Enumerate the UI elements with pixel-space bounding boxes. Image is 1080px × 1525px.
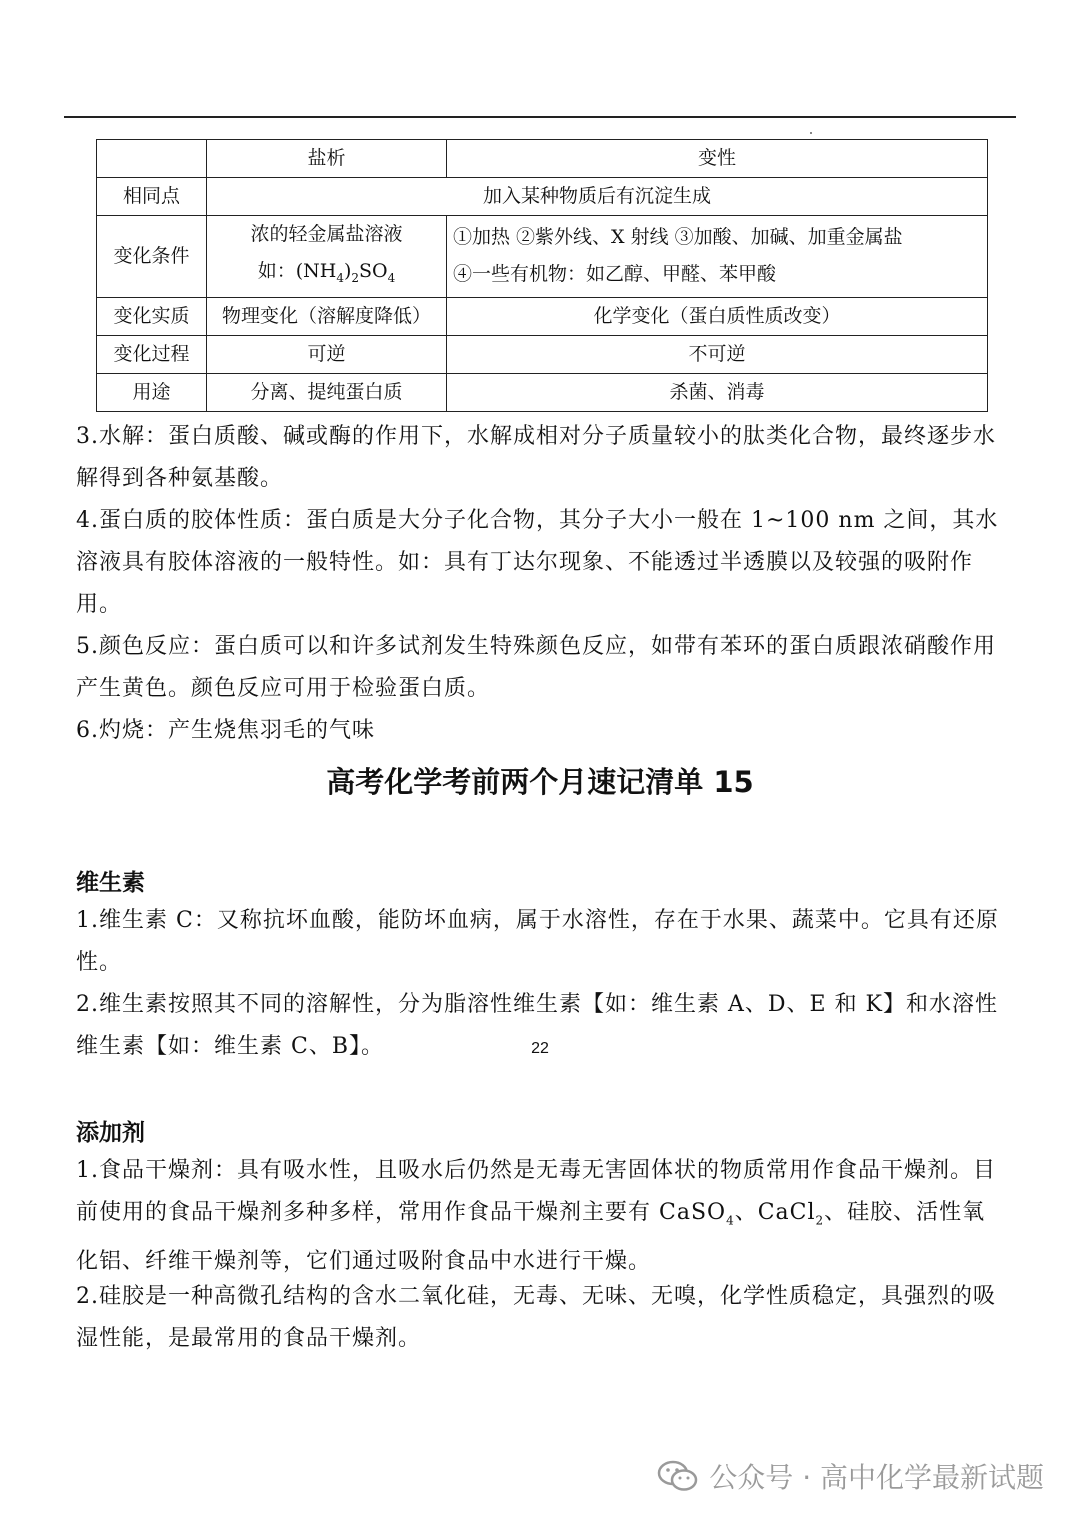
denature-condition: ①加热 ②紫外线、X 射线 ③加酸、加碱、加重金属盐 ④一些有机物：如乙醇、甲醛、苯甲酸 <box>447 216 988 298</box>
para-colloid: 4.蛋白质的胶体性质：蛋白质是大分子化合物，其分子大小一般在 1~100 nm 之间，其水溶液具有胶体溶液的一般特性。如：具有丁达尔现象、不能透过半透膜以及较强的吸附作用。 <box>76 508 999 617</box>
cell: 可逆 <box>207 335 447 373</box>
heading-additive: 添加剂 <box>76 1120 145 1146</box>
table-header-row <box>97 140 988 178</box>
speck <box>810 132 812 134</box>
row-label: 变化实质 <box>97 297 207 335</box>
header-rule <box>64 116 1016 118</box>
table-row <box>97 178 988 216</box>
heading-vitamin: 维生素 <box>76 870 145 896</box>
para-desiccant: 1.食品干燥剂：具有吸水性，且吸水后仍然是无毒无害固体状的物质常用作食品干燥剂。目前使用的食品干燥剂多种多样，常用作食品干燥剂主要有 CaSO$_4$、CaCl$_2$、硅胶、活性氧化铝、纤维干燥剂等，它们通过吸附食品中水进行干燥。 <box>76 1158 996 1275</box>
watermark-text: 公众号 · 高中化学最新试题 <box>709 1461 1044 1494</box>
page-title: 高考化学考前两个月速记清单 15 <box>326 765 754 799</box>
table-row <box>97 297 988 335</box>
wechat-icon <box>657 1459 699 1493</box>
para-silica-gel: 2.硅胶是一种高微孔结构的含水二氧化硅，无毒、无味、无嗅，化学性质稳定，具强烈的吸湿性能，是最常用的食品干燥剂。 <box>76 1284 996 1351</box>
table-row <box>97 373 988 411</box>
cell: 化学变化（蛋白质性质改变） <box>447 297 988 335</box>
watermark <box>657 1456 1044 1496</box>
table-header-cell: 盐析 <box>207 140 447 178</box>
cell: 杀菌、消毒 <box>447 373 988 411</box>
comparison-table <box>96 139 988 412</box>
cell: 物理变化（溶解度降低） <box>207 297 447 335</box>
table-header-cell <box>97 140 207 178</box>
para-color-reaction: 5.颜色反应：蛋白质可以和许多试剂发生特殊颜色反应，如带有苯环的蛋白质跟浓硝酸作用产生黄色。颜色反应可用于检验蛋白质。 <box>76 634 996 701</box>
cell: 不可逆 <box>447 335 988 373</box>
page-number: 22 <box>531 1040 549 1057</box>
row-label: 变化过程 <box>97 335 207 373</box>
row-label: 相同点 <box>97 178 207 216</box>
para-vitamin-solubility: 2.维生素按照其不同的溶解性，分为脂溶性维生素【如：维生素 A、D、E 和 K】和水溶性维生素【如：维生素 C、B】。 <box>76 992 998 1059</box>
para-vitamin-c: 1.维生素 C：又称抗坏血酸，能防坏血病，属于水溶性，存在于水果、蔬菜中。它具有还原性。 <box>76 908 999 975</box>
table-row <box>97 216 988 298</box>
table-row <box>97 335 988 373</box>
para-burning: 6.灼烧：产生烧焦羽毛的气味 <box>76 718 375 743</box>
cell: 分离、提纯蛋白质 <box>207 373 447 411</box>
salting-condition: 浓的轻金属盐溶液 如：$(NH_4)_2SO_4$ <box>207 216 447 298</box>
row-label: 变化条件 <box>97 216 207 298</box>
para-hydrolysis: 3.水解：蛋白质酸、碱或酶的作用下，水解成相对分子质量较小的肽类化合物，最终逐步水解得到各种氨基酸。 <box>76 424 996 491</box>
row-value: 加入某种物质后有沉淀生成 <box>207 178 988 216</box>
row-label: 用途 <box>97 373 207 411</box>
table-header-cell: 变性 <box>447 140 988 178</box>
